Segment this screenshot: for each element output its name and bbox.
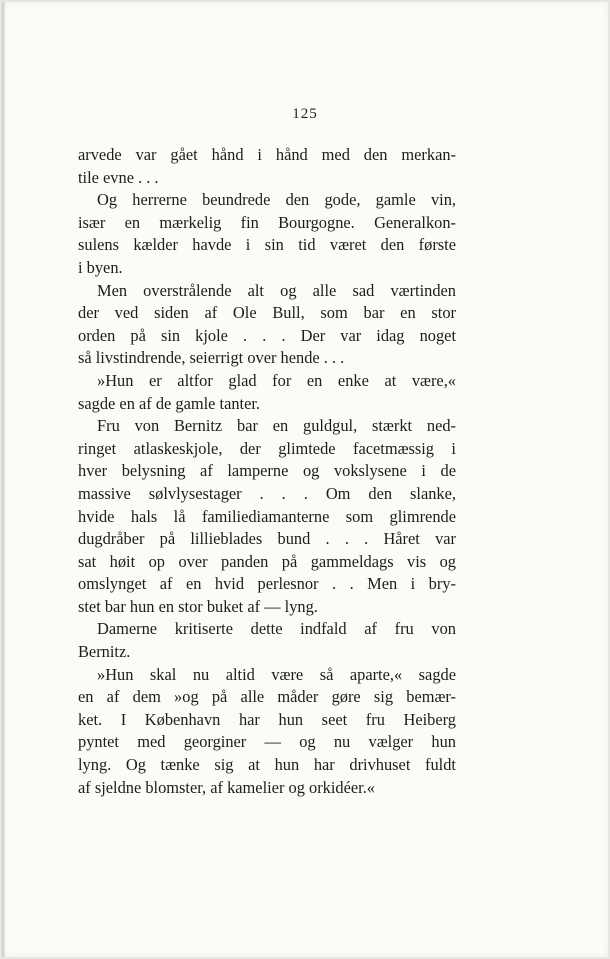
text-line: Men overstrålende alt og alle sad værtinden bbox=[97, 280, 456, 300]
text-line: så livstindrende, seierrigt over hende . . . bbox=[78, 348, 345, 368]
text-line: Fru von Bernitz bar en guldgul, stærkt ned- bbox=[97, 416, 456, 436]
text-line: hver belysning af lamperne og vokslysene i de bbox=[78, 461, 456, 481]
text-line: især en mærkelig fin Bourgogne. Generalkon- bbox=[78, 212, 456, 232]
text-line: tile evne . . . bbox=[78, 167, 159, 187]
body-text bbox=[78, 144, 456, 799]
text-line: der ved siden af Ole Bull, som bar en stor bbox=[78, 303, 456, 323]
text-line: arvede var gået hånd i hånd med den merkan- bbox=[78, 145, 456, 164]
text-line: »Hun er altfor glad for en enke at være,« bbox=[97, 370, 456, 390]
text-line: i byen. bbox=[78, 257, 123, 277]
text-line: sulens kælder havde i sin tid været den første bbox=[78, 235, 456, 255]
text-line: sat høit op over panden på gammeldags vis og bbox=[78, 551, 456, 571]
text-line: ringet atlaskeskjole, der glimtede facetmæssig i bbox=[78, 438, 456, 458]
text-line: orden på sin kjole . . . Der var idag noget bbox=[78, 325, 456, 345]
text-line: »Hun skal nu altid være så aparte,« sagde bbox=[97, 664, 456, 684]
text-line: en af dem »og på alle måder gøre sig bemær- bbox=[78, 687, 456, 707]
text-line: massive sølvlysestager . . . Om den slanke, bbox=[78, 483, 456, 503]
text-line: Bernitz. bbox=[78, 642, 131, 662]
text-line: af sjeldne blomster, af kamelier og orkidéer.« bbox=[78, 777, 375, 797]
text-line: omslynget af en hvid perlesnor . . Men i bry- bbox=[78, 574, 456, 594]
text-line: hvide hals lå familiediamanterne som glimrende bbox=[78, 506, 456, 526]
book-page bbox=[2, 2, 608, 957]
text-line: lyng. Og tænke sig at hun har drivhuset fuldt bbox=[78, 755, 456, 775]
text-line: dugdråber på lillieblades bund . . . Håret var bbox=[78, 529, 456, 549]
text-line: stet bar hun en stor buket af — lyng. bbox=[78, 596, 318, 616]
text-line: pyntet med georginer — og nu vælger hun bbox=[78, 732, 456, 752]
text-line: Damerne kritiserte dette indfald af fru von bbox=[97, 619, 456, 639]
page-edge-shadow bbox=[2, 2, 6, 957]
text-line: ket. I København har hun seet fru Heiberg bbox=[78, 709, 456, 729]
page-number: 125 bbox=[292, 106, 318, 122]
text-line: Og herrerne beundrede den gode, gamle vin, bbox=[97, 190, 456, 210]
text-line: sagde en af de gamle tanter. bbox=[78, 393, 261, 413]
